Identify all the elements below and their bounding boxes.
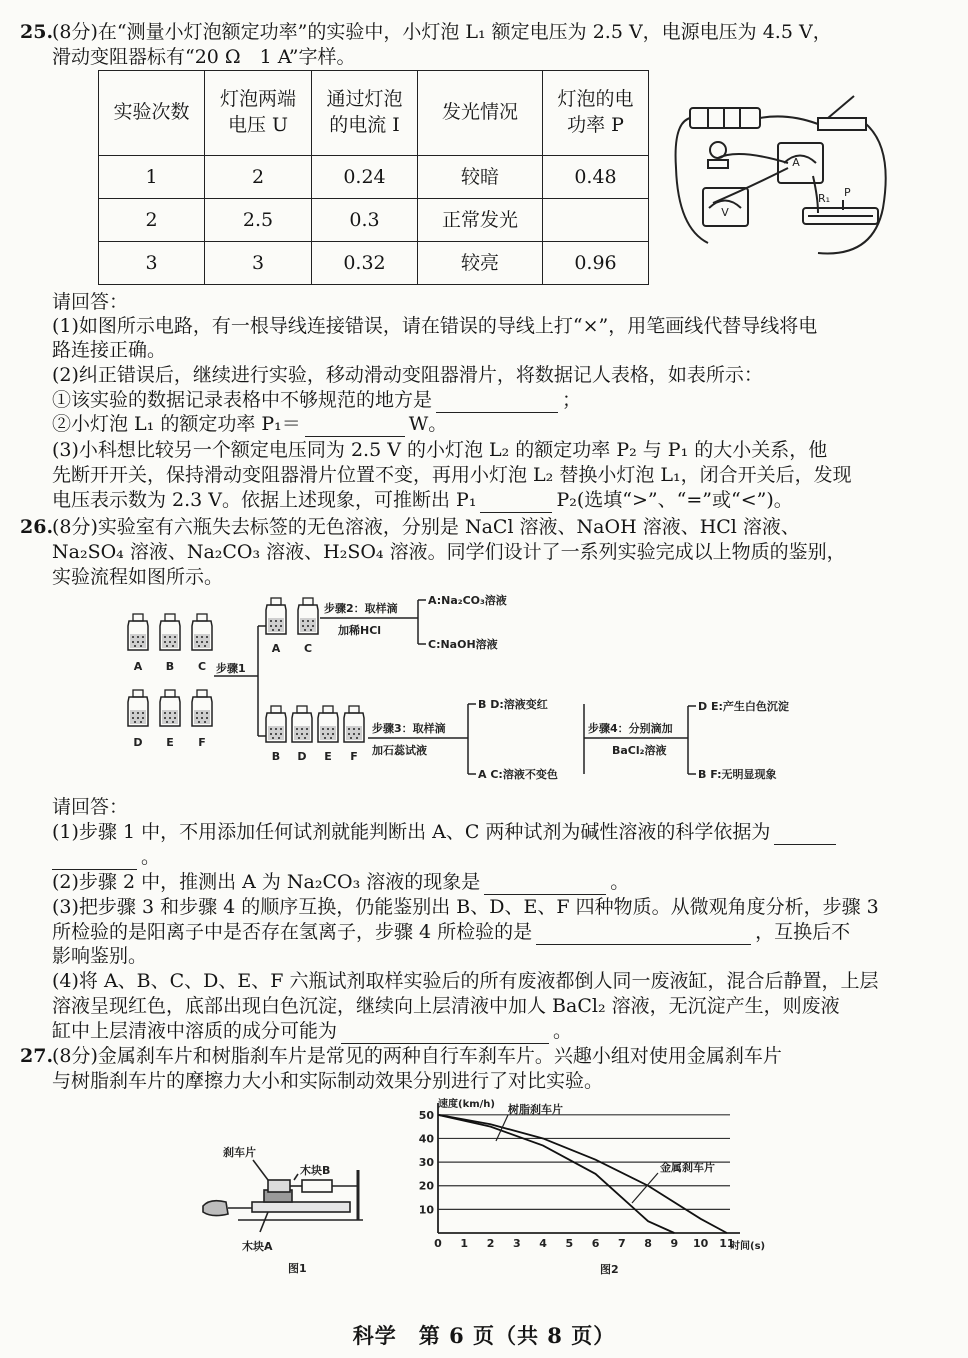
q25-part3-c-start: 电压表示数为 2.3 V。依据上述现象，可推断出 P₁ (52, 489, 477, 511)
answer-blank[interactable] (536, 926, 751, 945)
x-tick-label: 11 (719, 1237, 735, 1250)
header-power: 灯泡的电 功率 P (543, 71, 649, 156)
bottle-label: D (297, 750, 307, 763)
answer-blank[interactable] (341, 1025, 549, 1044)
header-brightness: 发光情况 (418, 71, 543, 156)
cell: 正常发光 (418, 199, 543, 242)
q26-flow-diagram (118, 588, 838, 795)
bottle-d-icon (292, 706, 312, 742)
slider-label: P (844, 186, 851, 199)
x-tick-label: 8 (644, 1237, 652, 1250)
x-tick-label: 1 (460, 1237, 469, 1250)
bottle-e-icon (160, 690, 180, 726)
y-tick-label: 10 (418, 1203, 434, 1217)
q25-part2-1 (52, 388, 581, 413)
bottle-c-icon (298, 598, 318, 634)
series-line-metal (438, 1115, 674, 1233)
q26-part4-c (52, 1019, 572, 1044)
block-a-icon (252, 1202, 350, 1212)
step4-label-b: BaCl₂溶液 (612, 744, 667, 757)
bottle-label: C (303, 642, 313, 655)
x-tick-label: 10 (692, 1237, 709, 1250)
x-tick-label: 7 (617, 1237, 626, 1250)
q26-part4-b: 溶液呈现红色，底部出现白色沉淀，继续向上层清液中加人 BaCl₂ 溶液，无沉淀产生，则废液 (52, 995, 840, 1017)
block-b-icon (268, 1180, 290, 1192)
q25-part1-b: 路连接正确。 (52, 339, 167, 361)
q26-number: 26. (20, 516, 54, 538)
q26-part1-a (52, 820, 840, 845)
table-row (99, 156, 649, 199)
x-tick-label: 9 (670, 1237, 679, 1250)
bulb-icon (710, 142, 726, 158)
answer-blank[interactable] (480, 494, 552, 513)
circuit-diagram (668, 88, 894, 275)
step2-label-a: 步骤2：取样滴 (324, 602, 398, 615)
x-tick-label: 6 (591, 1237, 600, 1250)
cell: 0.48 (543, 156, 649, 199)
y-tick-label: 30 (418, 1156, 434, 1170)
result-c: C:NaOH溶液 (428, 638, 498, 651)
x-tick-label: 3 (512, 1237, 521, 1250)
q25-part2-2-text: ②小灯泡 L₁ 的额定功率 P₁＝ (52, 413, 301, 435)
legend-metal-pointer (632, 1173, 658, 1203)
result-bf: B F:无明显现象 (698, 768, 777, 781)
spring-scale-icon (302, 1180, 332, 1192)
switch-icon (818, 118, 866, 130)
q26-part4-a: (4)将 A、B、C、D、E、F 六瓶试剂取样实验后的所有废液都倒人同一废液缸，混合后静置，上层 (52, 970, 879, 992)
q25-part2: (2)纠正错误后，继续进行实验，移动滑动变阻器滑片，将数据记人表格，如表所示： (52, 364, 763, 386)
q27-figure1 (198, 1140, 378, 1287)
x-tick-label: 2 (486, 1237, 495, 1250)
answer-blank[interactable] (436, 394, 558, 413)
bottle-label: F (350, 750, 358, 763)
cell: 较亮 (418, 242, 543, 285)
bottle-label: F (198, 736, 206, 749)
header-trial: 实验次数 (99, 71, 205, 156)
q26-part1-b-end: 。 (141, 846, 161, 868)
cell: 0.24 (312, 156, 418, 199)
q27-figure2-chart (410, 1093, 790, 1290)
x-tick-label: 0 (434, 1237, 442, 1250)
q25-data-table (98, 70, 649, 285)
answer-blank[interactable] (52, 851, 137, 870)
q25-part3-c (52, 488, 793, 513)
cell (543, 199, 649, 242)
q27-stem-line2: 与树脂刹车片的摩擦力大小和实际制动效果分别进行了对比实验。 (52, 1070, 604, 1092)
table-row (99, 242, 649, 285)
bottle-label: B (271, 750, 281, 763)
fig1-label-block-a: 木块A (242, 1240, 273, 1253)
x-tick-label: 5 (565, 1237, 574, 1250)
q26-part2-end: 。 (610, 871, 630, 893)
q25-ask: 请回答： (52, 291, 129, 313)
answer-blank[interactable] (305, 418, 405, 437)
q25-part3-b: 先断开开关，保持滑动变阻器滑片位置不变，再用小灯泡 L₂ 替换小灯泡 L₁，闭合开关后，发现 (52, 464, 852, 486)
cell: 2.5 (205, 199, 312, 242)
q25-part3-c-end: P₂(选填“>”、“=”或“<”)。 (556, 489, 793, 511)
bottle-label: A (133, 660, 143, 673)
cell: 0.3 (312, 199, 418, 242)
bottle-c-icon (192, 614, 212, 650)
table-header-row (99, 71, 649, 156)
result-ac: A C:溶液不变色 (478, 768, 558, 781)
step2-label-b: 加稀HCl (338, 624, 382, 637)
result-a: A:Na₂CO₃溶液 (428, 594, 507, 607)
q26-part2 (52, 870, 629, 895)
y-tick-label: 40 (418, 1132, 434, 1146)
q26-part3-b (52, 920, 850, 945)
fig2-caption: 图2 (600, 1263, 619, 1276)
answer-blank[interactable] (774, 826, 836, 845)
cell: 0.96 (543, 242, 649, 285)
bottle-label: E (324, 750, 332, 763)
y-axis-label: 速度(km/h) (438, 1099, 495, 1110)
cell: 0.32 (312, 242, 418, 285)
q26-part4-c-text: 缸中上层清液中溶质的成分可能为 (52, 1020, 338, 1042)
hand-icon (203, 1201, 228, 1216)
page-footer: 科学 第 6 页（共 8 页） (352, 1323, 616, 1348)
q26-part1-a-text: (1)步骤 1 中，不用添加任何试剂就能判断出 A、C 两种试剂为碱性溶液的科学依据为 (52, 821, 771, 843)
step3-label-b: 加石蕊试液 (372, 744, 427, 757)
bottle-f-icon (192, 690, 212, 726)
q26-part3-b-end: ，互换后不 (755, 921, 851, 943)
result-bd: B D:溶液变红 (478, 698, 548, 711)
bottle-label: C (197, 660, 207, 673)
q25-part2-1-text: ①该实验的数据记录表格中不够规范的地方是 (52, 389, 433, 411)
fig1-caption: 图1 (288, 1262, 307, 1275)
header-current: 通过灯泡 的电流 I (312, 71, 418, 156)
cell: 2 (99, 199, 205, 242)
voltmeter-label: V (721, 206, 729, 219)
legend-metal: 金属刹车片 (660, 1161, 715, 1174)
header-voltage: 灯泡两端 电压 U (205, 71, 312, 156)
step4-label-a: 步骤4：分别滴加 (588, 722, 673, 735)
cell: 3 (99, 242, 205, 285)
x-tick-label: 4 (539, 1237, 547, 1250)
q25-part2-2-end: W。 (408, 413, 448, 435)
q25-part2-2 (52, 412, 447, 437)
bottle-b-icon (266, 706, 286, 742)
q26-ask: 请回答： (52, 796, 129, 818)
step1-label: 步骤1 (216, 662, 246, 675)
result-d: D E:产生白色沉淀 (698, 700, 789, 713)
cell: 2 (205, 156, 312, 199)
ammeter-label: A (792, 156, 800, 169)
cell: 1 (99, 156, 205, 199)
answer-blank[interactable] (484, 876, 606, 895)
q26-stem-line3: 实验流程如图所示。 (52, 566, 224, 588)
bottle-d-icon (128, 690, 148, 726)
step3-label-a: 步骤3：取样滴 (372, 722, 446, 735)
q25-number: 25. (20, 21, 54, 43)
q25-part2-1-end: ； (562, 389, 582, 411)
bottle-a-icon (128, 614, 148, 650)
bottle-f-icon (344, 706, 364, 742)
y-tick-label: 20 (418, 1179, 434, 1193)
q27-number: 27. (20, 1045, 54, 1067)
q25-stem-line1: (8分)在“测量小灯泡额定功率”的实验中，小灯泡 L₁ 额定电压为 2.5 V，电源电压为 4.5 V， (52, 21, 832, 43)
fig1-label-block-b: 木块B (300, 1164, 331, 1177)
q27-stem-line1: (8分)金属刹车片和树脂刹车片是常见的两种自行车刹车片。兴趣小组对使用金属刹车片 (52, 1045, 782, 1067)
bottle-label: E (166, 736, 174, 749)
q26-part2-text: (2)步骤 2 中，推测出 A 为 Na₂CO₃ 溶液的现象是 (52, 871, 481, 893)
bottle-a-icon (266, 598, 286, 634)
q26-part3-a: (3)把步骤 3 和步骤 4 的顺序互换，仍能鉴别出 B、D、E、F 四种物质。从微观角度分析，步骤 3 (52, 896, 879, 918)
table-row (99, 199, 649, 242)
y-tick-label: 50 (418, 1108, 434, 1122)
rheostat-label: R₁ (818, 192, 831, 205)
bottle-label: D (133, 736, 143, 749)
q25-part1-a: (1)如图所示电路，有一根导线连接错误，请在错误的导线上打“×”，用笔画线代替导线将电 (52, 315, 818, 337)
q26-stem-line2: Na₂SO₄ 溶液、Na₂CO₃ 溶液、H₂SO₄ 溶液。同学们设计了一系列实验完成以上物质的鉴别， (52, 541, 846, 563)
bottle-label: B (165, 660, 175, 673)
q26-part4-c-end: 。 (553, 1020, 573, 1042)
bottle-b-icon (160, 614, 180, 650)
cell: 较暗 (418, 156, 543, 199)
fig1-label-pad: 刹车片 (223, 1146, 256, 1159)
legend-resin: 树脂刹车片 (508, 1103, 563, 1116)
q26-part1-b (52, 845, 160, 870)
q26-stem-line1: (8分)实验室有六瓶失去标签的无色溶液，分别是 NaCl 溶液、NaOH 溶液、HCl 溶液、 (52, 516, 800, 538)
q25-part3-a: (3)小科想比较另一个额定电压同为 2.5 V 的小灯泡 L₂ 的额定功率 P₂ 与 P₁ 的大小关系，他 (52, 439, 828, 461)
bottle-label: A (271, 642, 281, 655)
cell: 3 (205, 242, 312, 285)
q26-part3-b-text: 所检验的是阳离子中是否存在氢离子，步骤 4 所检验的是 (52, 921, 533, 943)
q26-part3-c: 影响鉴别。 (52, 945, 148, 967)
x-axis-label: 时间(s) (730, 1241, 766, 1252)
bottle-e-icon (318, 706, 338, 742)
q25-stem-line2: 滑动变阻器标有“20 Ω 1 A”字样。 (52, 46, 356, 68)
